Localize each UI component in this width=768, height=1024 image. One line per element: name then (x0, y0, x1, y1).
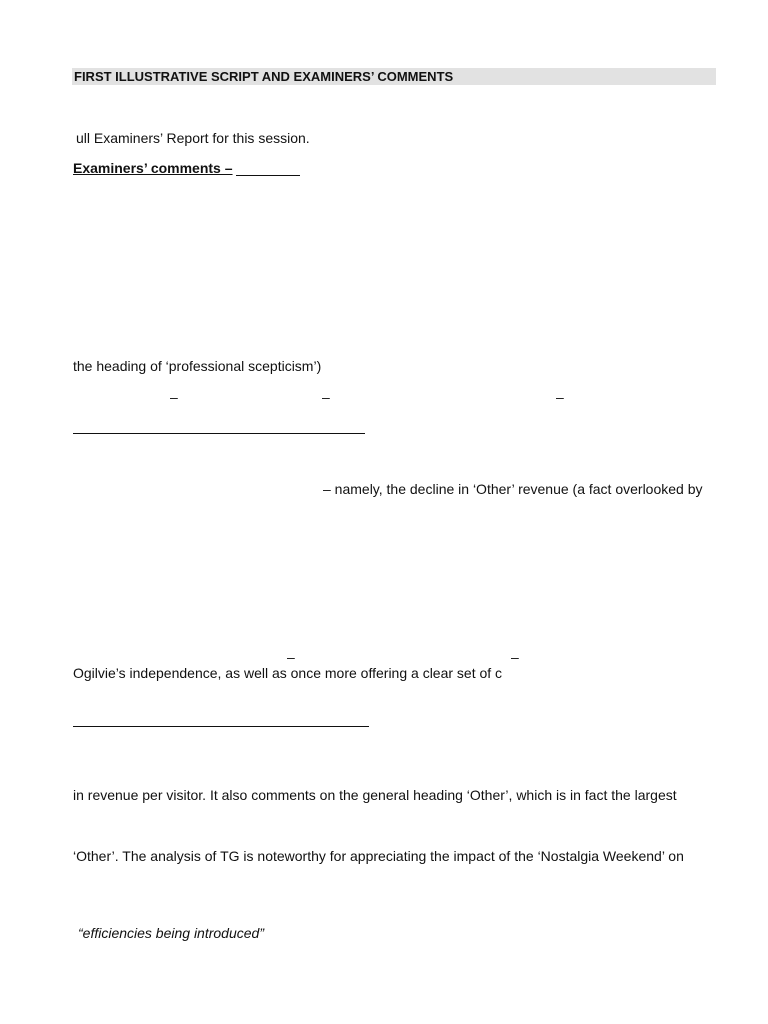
dash-marker-1: – (170, 389, 178, 405)
examiners-comments-label: Examiners’ comments – (73, 160, 233, 176)
dash-marker-5: – (511, 649, 519, 665)
dash-marker-2: – (322, 389, 330, 405)
dash-marker-3: – (556, 389, 564, 405)
dash-marker-4: – (287, 649, 295, 665)
efficiencies-quote: “efficiencies being introduced” (78, 925, 264, 941)
revenue-per-visitor-line: in revenue per visitor. It also comments on the general heading ‘Other’, which is in fact the largest (73, 787, 677, 803)
section-heading: FIRST ILLUSTRATIVE SCRIPT AND EXAMINERS’ COMMENTS (74, 69, 454, 84)
comments-label-underline-extension (236, 175, 300, 176)
scepticism-line: the heading of ‘professional scepticism’) (73, 358, 322, 374)
revenue-decline-line: – namely, the decline in ‘Other’ revenue (a fact overlooked by (323, 481, 703, 497)
tg-analysis-line: ‘Other’. The analysis of TG is noteworthy for appreciating the impact of the ‘Nostalgia Weekend’ on (73, 848, 684, 864)
separator-rule-1 (73, 433, 365, 434)
independence-line: Ogilvie’s independence, as well as once more offering a clear set of c (73, 665, 503, 681)
report-reference-line: ull Examiners’ Report for this session. (76, 130, 310, 146)
separator-rule-2 (73, 726, 369, 727)
